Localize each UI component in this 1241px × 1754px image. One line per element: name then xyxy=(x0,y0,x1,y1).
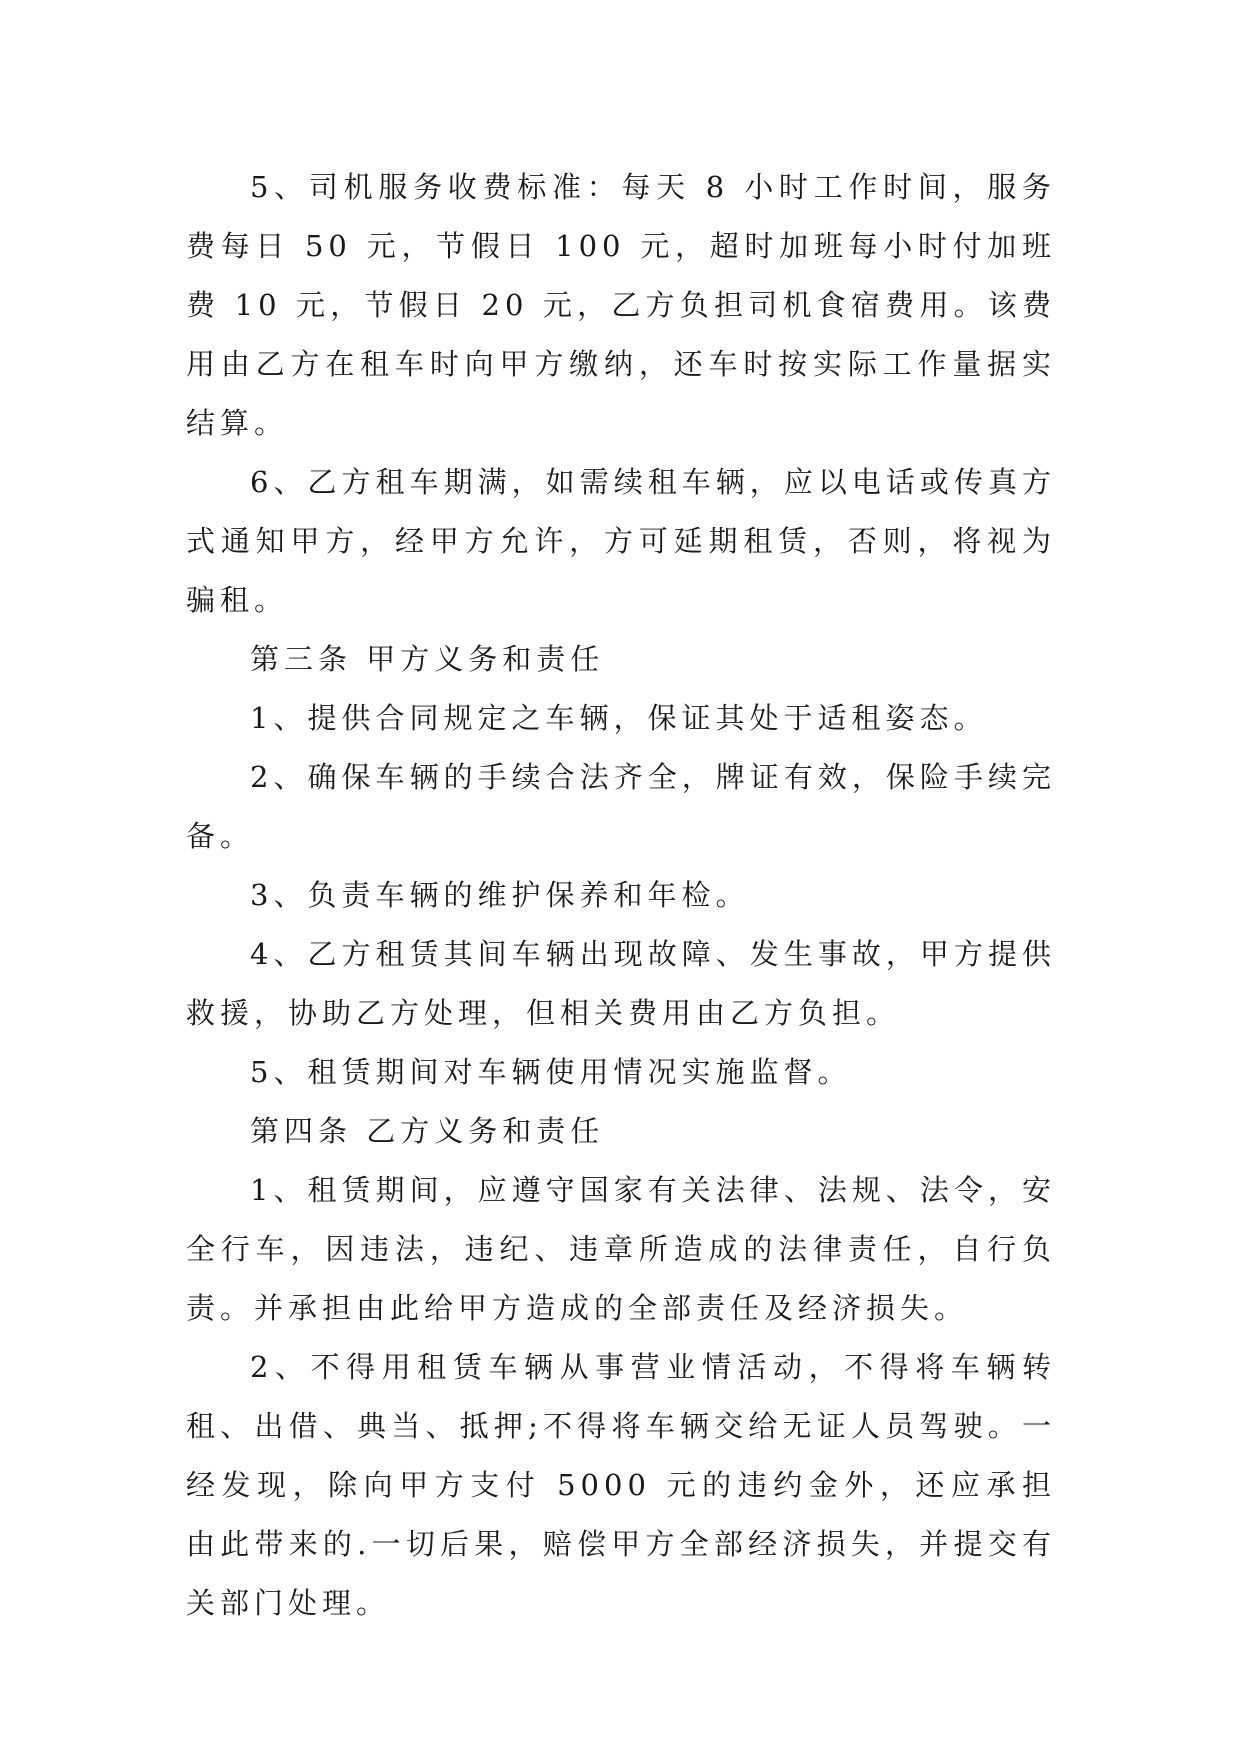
clause-4-item-1: 1、租赁期间，应遵守国家有关法律、法规、法令，安全行车，因违法，违纪、违章所造成的法律责任，自行负责。并承担由此给甲方造成的全部责任及经济损失。 xyxy=(186,1173,1056,1325)
clause-3-item-3: 3、负责车辆的维护保养和年检。 xyxy=(250,878,750,912)
clause-3-item-1: 1、提供合同规定之车辆，保证其处于适租姿态。 xyxy=(250,701,988,735)
clause-3-item-5: 5、租赁期间对车辆使用情况实施监督。 xyxy=(250,1055,852,1089)
clause-2-item-6-lease-renewal: 6、乙方租车期满，如需续租车辆，应以电话或传真方式通知甲方，经甲方允许，方可延期租赁，否则，将视为骗租。 xyxy=(186,465,1056,617)
clause-3-heading: 第三条 甲方义务和责任 xyxy=(250,642,605,676)
document-page xyxy=(186,158,1056,1633)
clause-3-item-2: 2、确保车辆的手续合法齐全，牌证有效，保险手续完备。 xyxy=(186,760,1056,853)
clause-4-heading: 第四条 乙方义务和责任 xyxy=(250,1114,605,1148)
clause-3-item-4: 4、乙方租赁其间车辆出现故障、发生事故，甲方提供救援，协助乙方处理，但相关费用由乙方负担。 xyxy=(186,937,1056,1030)
clause-4-item-2: 2、不得用租赁车辆从事营业情活动，不得将车辆转租、出借、典当、抵押;不得将车辆交给无证人员驾驶。一经发现，除向甲方支付 5000 元的违约金外，还应承担由此带来的.一切后果，赔偿甲方全部经济损失，并提交有关部门处理。 xyxy=(186,1350,1056,1620)
clause-2-item-5-driver-fees: 5、司机服务收费标准：每天 8 小时工作时间，服务费每日 50 元，节假日 100 元，超时加班每小时付加班费 10 元，节假日 20 元，乙方负担司机食宿费用。该费用由乙方在租车时向甲方缴纳，还车时按实际工作量据实结算。 xyxy=(186,170,1056,440)
